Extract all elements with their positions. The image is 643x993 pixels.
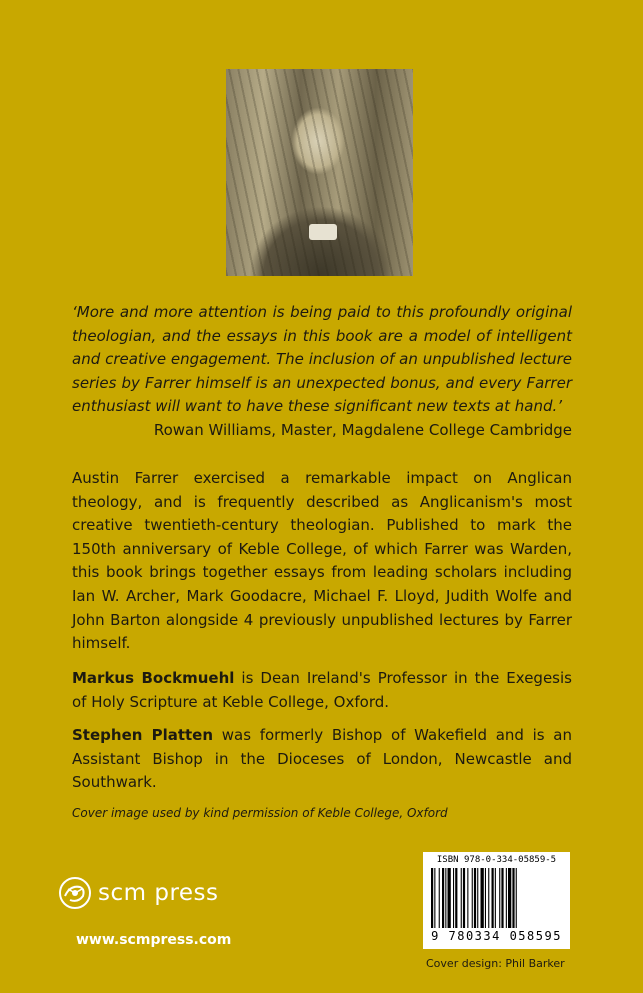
barcode-bar (512, 868, 514, 928)
cover-design-credit: Cover design: Phil Barker (426, 957, 565, 970)
editor-name: Markus Bockmuehl (72, 669, 235, 687)
photo-background-branches (226, 69, 413, 276)
isbn-number: 9 780334 058595 (431, 929, 562, 943)
editor-name: Stephen Platten (72, 726, 214, 744)
isbn-label: ISBN 978-0-334-05859-5 (436, 855, 557, 865)
editor-bio-1 (72, 667, 572, 714)
barcode-bar (485, 868, 486, 928)
barcode-bar (474, 868, 476, 928)
cover-image-credit: Cover image used by kind permission of Keble College, Oxford (72, 806, 448, 820)
barcode-bar (467, 868, 468, 928)
publisher-logo (58, 876, 219, 910)
barcode-bar (488, 868, 489, 928)
publisher-name: scm press (98, 880, 219, 906)
book-description: Austin Farrer exercised a remarkable impact on Anglican theology, and is frequently described as Anglicanism's most creative twentieth-century theologian. Published to mark the 150th anniversary of Keble College, of which Farrer was Warden, this book brings together essays from leading scholars including Ian W. Archer, Mark Goodacre, Michael F. Lloyd, Judith Wolfe and John Barton alongside 4 previously unpublished lectures by Farrer himself. (72, 469, 572, 653)
barcode-bar (499, 868, 500, 928)
quote-text: ‘More and more attention is being paid to this profoundly original theologian, and the essays in this book are a model of intelligent and creative engagement. The inclusion of an unpublished lecture series by Farrer himself is an unexpected bonus, and every Farrer enthusiast will want to have these significant new texts at hand.’ (72, 303, 572, 416)
barcode-bar (442, 868, 444, 928)
editor-bio-2 (72, 724, 572, 795)
barcode-bar (481, 868, 484, 928)
barcode-bar (453, 868, 454, 928)
barcode-bar (506, 868, 507, 928)
barcode-bars (431, 868, 562, 928)
barcode-bar (448, 868, 451, 928)
barcode-bar (495, 868, 496, 928)
author-photo (226, 69, 413, 276)
endorsement-quote (72, 301, 572, 443)
barcode-bar (516, 868, 517, 928)
barcode-bar (508, 868, 511, 928)
barcode-bar (445, 868, 446, 928)
barcode-bar (472, 868, 473, 928)
barcode-bar (439, 868, 440, 928)
quote-attribution: Rowan Williams, Master, Magdalene College Cambridge (153, 420, 572, 439)
publisher-url[interactable]: www.scmpress.com (76, 932, 232, 948)
barcode-bar (501, 868, 503, 928)
barcode-bar (461, 868, 462, 928)
editor-bio-text: was formerly Bishop of Wakefield and is an Assistant Bishop in the Dioceses of London, Newcastle and Southwark. (72, 726, 572, 792)
scm-press-logo-icon (58, 876, 92, 910)
editor-bio-text: is Dean Ireland's Professor in the Exegesis of Holy Scripture at Keble College, Oxford. (72, 669, 572, 711)
barcode-bar (463, 868, 465, 928)
photo-clerical-collar (309, 224, 337, 240)
barcode-bar (455, 868, 457, 928)
barcode-bar (431, 868, 433, 928)
barcode-bar (434, 868, 435, 928)
isbn-barcode (423, 852, 570, 949)
barcode-bar (477, 868, 478, 928)
barcode-bar (492, 868, 494, 928)
